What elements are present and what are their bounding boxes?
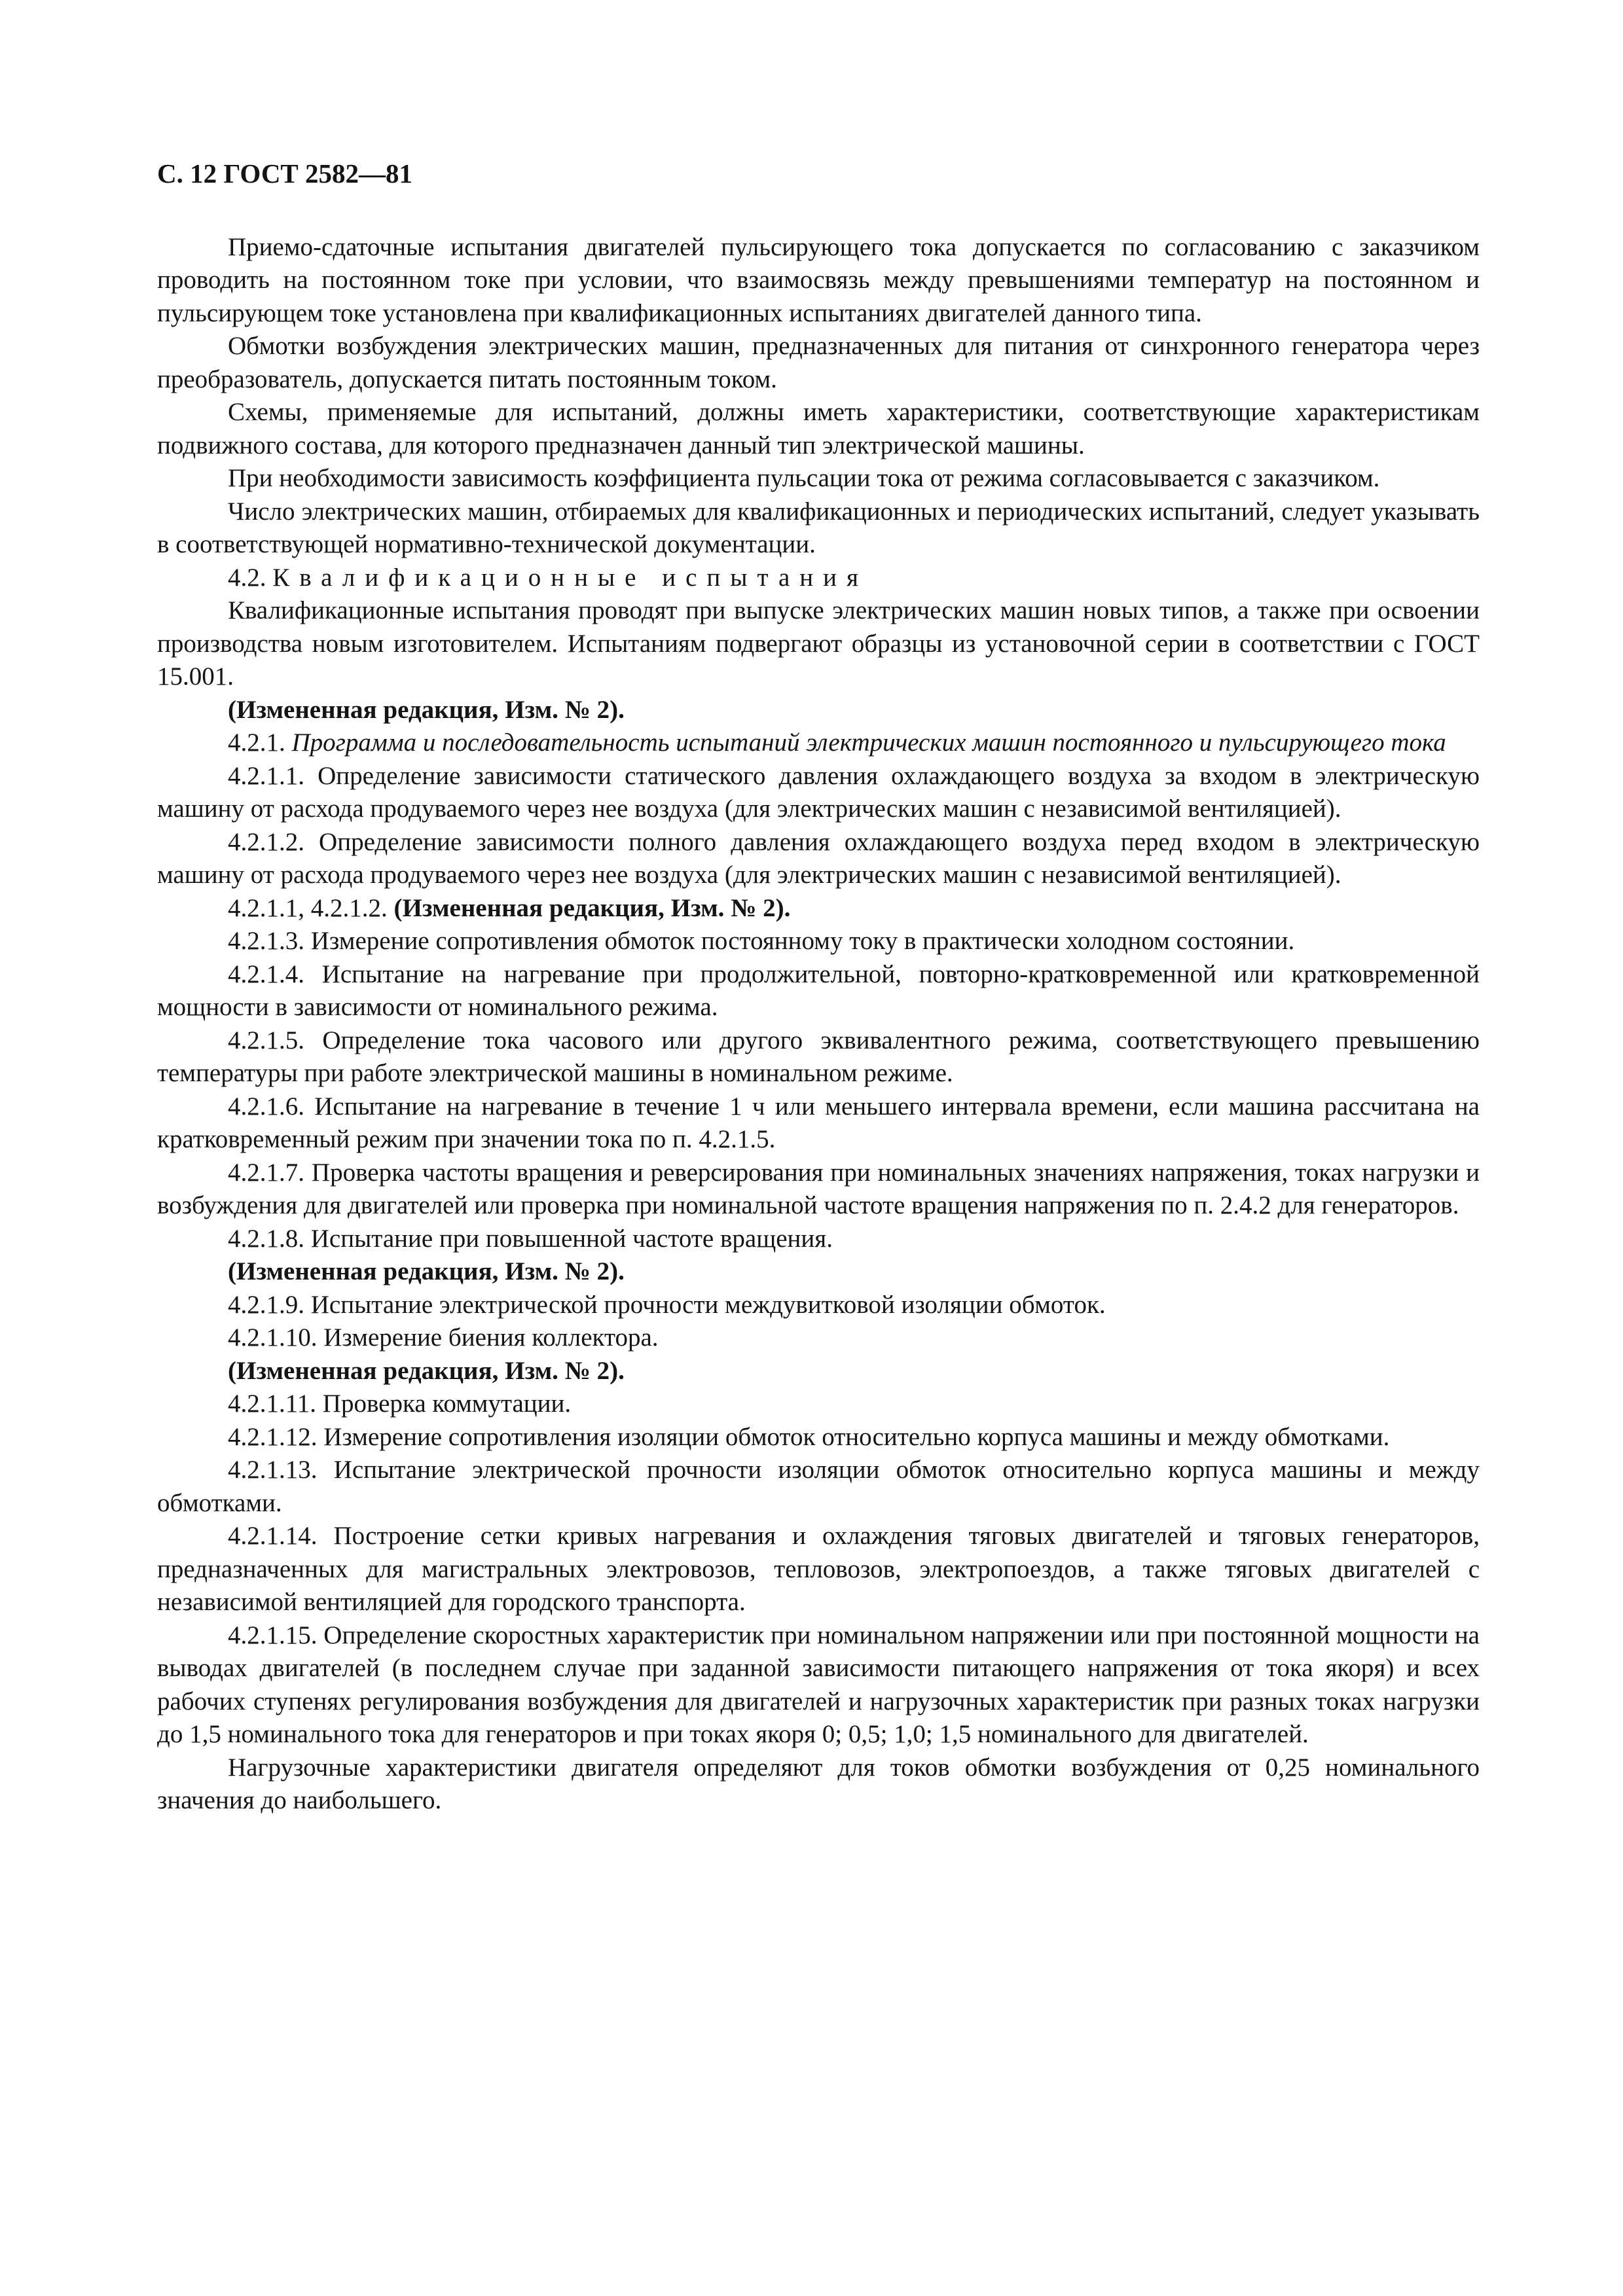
paragraph-text: 4.2.1.3. Измерение сопротивления обмоток постоянному току в практически холодном состоянии. — [228, 927, 1295, 955]
section-heading: Квалификационные испытания — [272, 563, 868, 592]
paragraph — [157, 1751, 1480, 1818]
paragraph — [157, 826, 1480, 892]
paragraph — [157, 726, 1480, 760]
paragraph — [157, 562, 1480, 595]
paragraph — [157, 958, 1480, 1024]
paragraph-text: Число электрических машин, отбираемых для квалификационных и периодических испытаний, следует указывать в соответствующей нормативно-технической документации. — [157, 497, 1480, 558]
clause-number: 4.2. — [228, 563, 266, 592]
paragraph — [157, 1157, 1480, 1223]
paragraph — [157, 1223, 1480, 1256]
paragraph — [157, 1388, 1480, 1421]
paragraph — [157, 694, 1480, 727]
paragraph-text: При необходимости зависимость коэффициента пульсации тока от режима согласовывается с заказчиком. — [228, 464, 1380, 492]
paragraph-text: 4.2.1.9. Испытание электрической прочности междувитковой изоляции обмоток. — [228, 1290, 1106, 1319]
paragraph — [157, 1421, 1480, 1454]
amendment-note: (Измененная редакция, Изм. № 2). — [393, 893, 791, 922]
paragraph — [157, 396, 1480, 462]
paragraph — [157, 760, 1480, 826]
paragraph — [157, 1321, 1480, 1355]
paragraph — [157, 1355, 1480, 1388]
paragraph-text: Обмотки возбуждения электрических машин, предназначенных для питания от синхронного генератора через преобразователь, допускается питать постоянным током. — [157, 332, 1480, 393]
paragraph-text: 4.2.1.11. Проверка коммутации. — [228, 1390, 572, 1418]
paragraph — [157, 231, 1480, 331]
paragraph — [157, 1289, 1480, 1322]
paragraph-text: 4.2.1.2. Определение зависимости полного давления охлаждающего воздуха перед входом в электрическую машину от расхода продуваемого через нее воздуха (для электрических машин с независимой вентиляцией). — [157, 827, 1480, 889]
amendment-note: (Измененная редакция, Изм. № 2). — [228, 1257, 625, 1285]
paragraph-text: 4.2.1.14. Построение сетки кривых нагревания и охлаждения тяговых двигателей и тяговых генераторов, предназначенных для магистральных электровозов, тепловозов, электропоездов, а также тяговых двигателей с независимой вентиляцией для городского транспорта. — [157, 1522, 1480, 1616]
paragraph-text: 4.2.1.12. Измерение сопротивления изоляции обмоток относительно корпуса машины и между обмотками. — [228, 1422, 1390, 1451]
paragraph-text: 4.2.1.13. Испытание электрической прочности изоляции обмоток относительно корпуса машины и между обмотками. — [157, 1456, 1480, 1517]
paragraph — [157, 462, 1480, 495]
page-header: С. 12 ГОСТ 2582—81 — [157, 158, 413, 188]
paragraph-text: 4.2.1.8. Испытание при повышенной частоте вращения. — [228, 1224, 833, 1253]
amendment-note: (Измененная редакция, Изм. № 2). — [228, 695, 625, 724]
paragraph — [157, 330, 1480, 396]
paragraph-text: 4.2.1.4. Испытание на нагревание при продолжительной, повторно-кратковременной или кратковременной мощности в зависимости от номинального режима. — [157, 960, 1480, 1021]
paragraph — [157, 1255, 1480, 1289]
paragraph — [157, 1090, 1480, 1157]
document-body — [157, 231, 1480, 1818]
paragraph-text: Приемо-сдаточные испытания двигателей пульсирующего тока допускается по согласованию с заказчиком проводить на постоянном токе при условии, что взаимосвязь между превышениями температур на постоянном и пульсирующем токе установлена при квалификационных испытаниях двигателей данного типа. — [157, 232, 1480, 327]
paragraph-text: 4.2.1.1. Определение зависимости статического давления охлаждающего воздуха за входом в электрическую машину от расхода продуваемого через нее воздуха (для электрических машин с независимой вентиляцией). — [157, 761, 1480, 823]
paragraph — [157, 1024, 1480, 1090]
clause-number: 4.2.1.1, 4.2.1.2. — [228, 893, 388, 922]
clause-number: 4.2.1. — [228, 728, 285, 757]
paragraph — [157, 1619, 1480, 1751]
paragraph-text: 4.2.1.15. Определение скоростных характеристик при номинальном напряжении или при постоянной мощности на выводах двигателей (в последнем случае при заданной зависимости питающего напряжения от тока якоря) и всех рабочих ступенях регулирования возбуждения для двигателей и нагрузочных характеристик при разных токах нагрузки до 1,5 номинального тока для генераторов и при токах якоря 0; 0,5; 1,0; 1,5 номинального для двигателей. — [157, 1621, 1480, 1748]
document-page — [157, 157, 1480, 1818]
paragraph-text: 4.2.1.6. Испытание на нагревание в течение 1 ч или меньшего интервала времени, если машина рассчитана на кратковременный режим при значении тока по п. 4.2.1.5. — [157, 1092, 1480, 1153]
paragraph-text: 4.2.1.5. Определение тока часового или другого эквивалентного режима, соответствующего превышению температуры при работе электрической машины в номинальном режиме. — [157, 1026, 1480, 1087]
paragraph-text: Схемы, применяемые для испытаний, должны иметь характеристики, соответствующие характеристикам подвижного состава, для которого предназначен данный тип электрической машины. — [157, 398, 1480, 459]
paragraph-text: 4.2.1.10. Измерение биения коллектора. — [228, 1323, 659, 1352]
paragraph — [157, 925, 1480, 958]
paragraph — [157, 892, 1480, 925]
amendment-note: (Измененная редакция, Изм. № 2). — [228, 1356, 625, 1385]
paragraph-text: Квалификационные испытания проводят при выпуске электрических машин новых типов, а также при освоении производства новым изготовителем. Испытаниям подвергают образцы из установочной серии в соответствии с ГОСТ 15.001. — [157, 596, 1480, 691]
paragraph — [157, 495, 1480, 562]
paragraph — [157, 594, 1480, 694]
paragraph-text: Нагрузочные характеристики двигателя определяют для токов обмотки возбуждения от 0,25 номинального значения до наибольшего. — [157, 1753, 1480, 1814]
paragraph-text: 4.2.1.7. Проверка частоты вращения и реверсирования при номинальных значениях напряжения, токах нагрузки и возбуждения для двигателей или проверка при номинальной частоте вращения напряжения по п. 2.4.2 для генераторов. — [157, 1158, 1480, 1219]
clause-title: Программа и последовательность испытаний электрических машин постоянного и пульсирующего тока — [291, 728, 1446, 757]
paragraph — [157, 1454, 1480, 1520]
paragraph — [157, 1520, 1480, 1619]
